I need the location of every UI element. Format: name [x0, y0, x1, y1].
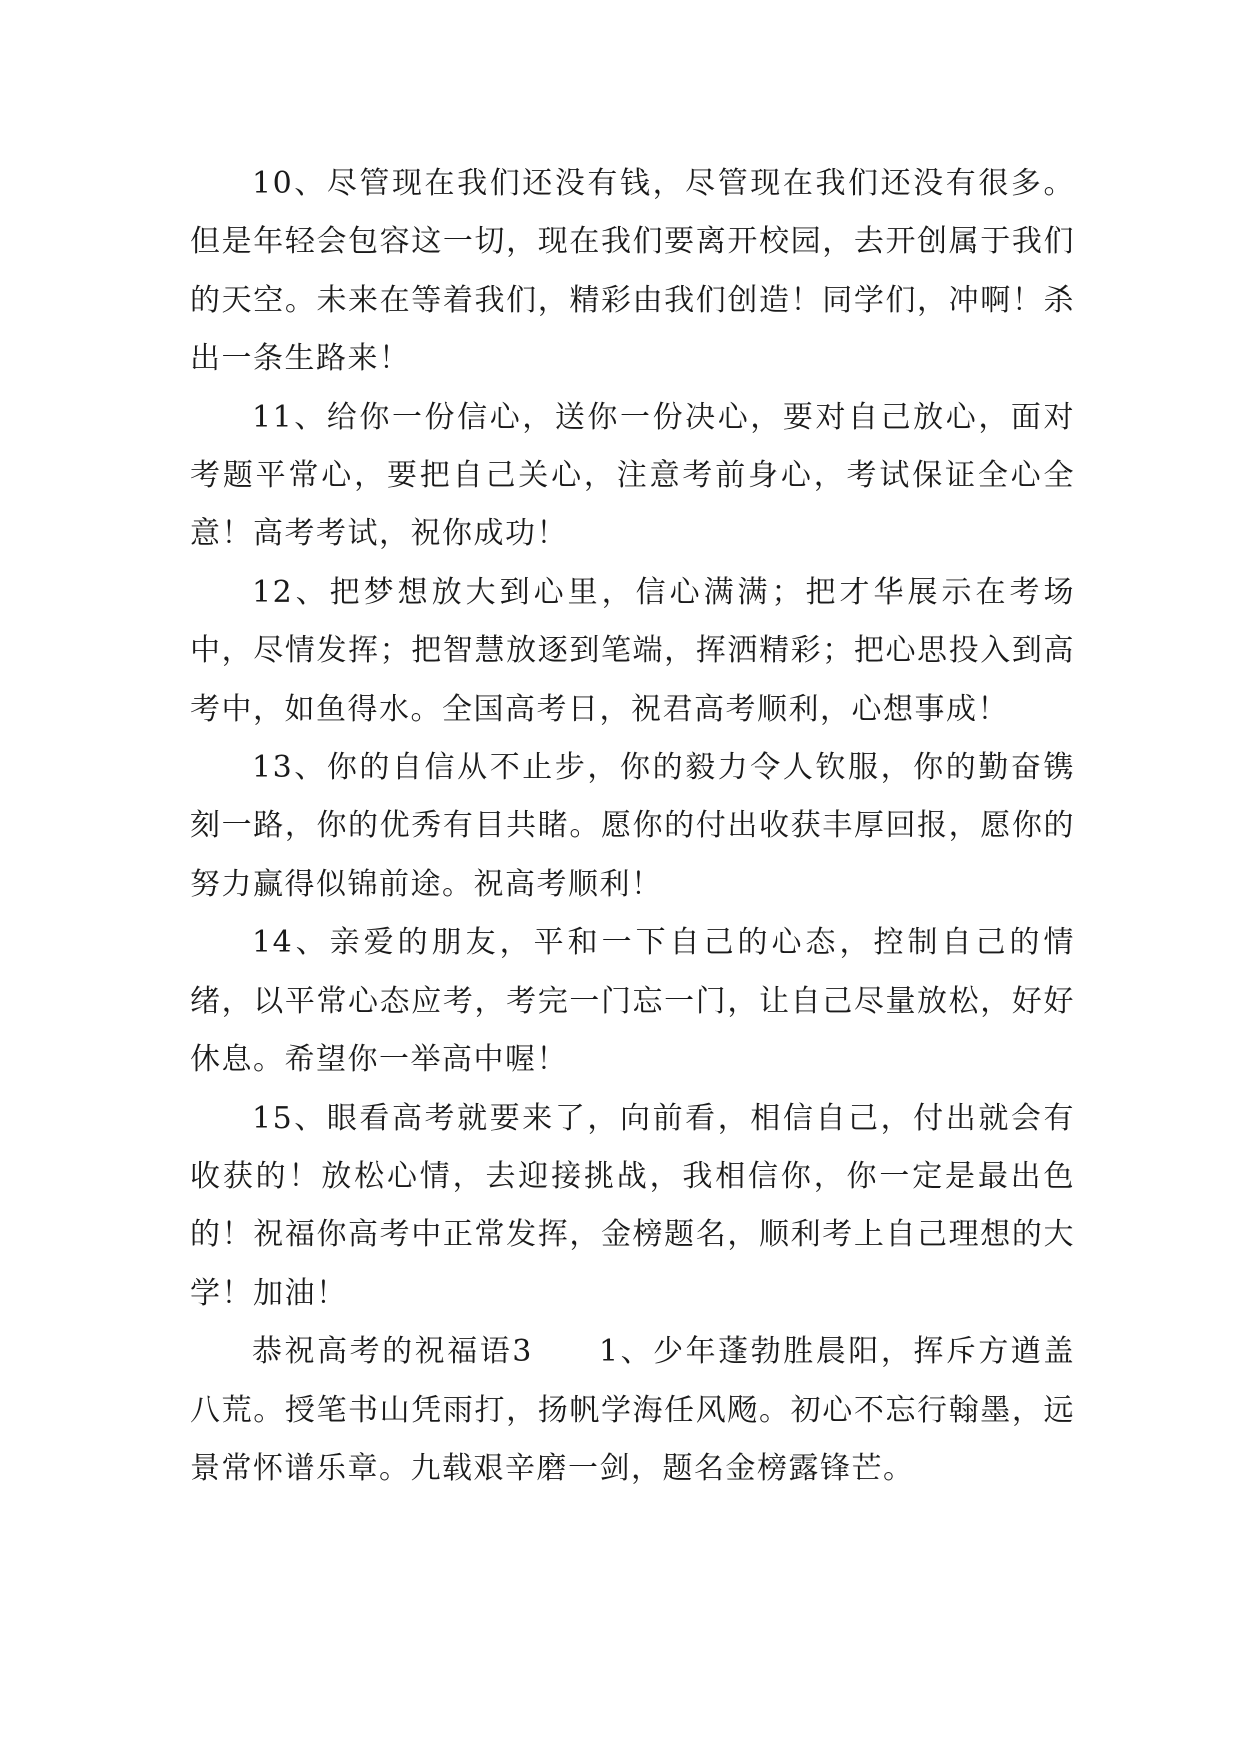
section-heading-paragraph: 恭祝高考的祝福语3 1、少年蓬勃胜晨阳，挥斥方遒盖八荒。授笔书山凭雨打，扬帆学海任风飏。初心不忘行翰墨，远景常怀谱乐章。九载艰辛磨一剑，题名金榜露锋芒。: [190, 1334, 1075, 1486]
paragraph-13: 13、你的自信从不止步，你的毅力令人钦服，你的勤奋镌刻一路，你的优秀有目共睹。愿你的付出收获丰厚回报，愿你的努力赢得似锦前途。祝高考顺利！: [190, 750, 1075, 902]
paragraph-12: 12、把梦想放大到心里，信心满满；把才华展示在考场中，尽情发挥；把智慧放逐到笔端，挥洒精彩；把心思投入到高考中，如鱼得水。全国高考日，祝君高考顺利，心想事成！: [190, 574, 1075, 727]
paragraph-15: 15、眼看高考就要来了，向前看，相信自己，付出就会有收获的！放松心情，去迎接挑战，我相信你，你一定是最出色的！祝福你高考中正常发挥，金榜题名，顺利考上自己理想的大学！加油！: [190, 1100, 1075, 1311]
document-body: [190, 155, 1075, 1498]
paragraph-11: 11、给你一份信心，送你一份决心，要对自己放心，面对考题平常心，要把自己关心，注意考前身心，考试保证全心全意！高考考试，祝你成功！: [190, 399, 1075, 552]
paragraph-10: 10、尽管现在我们还没有钱，尽管现在我们还没有很多。但是年轻会包容这一切，现在我们要离开校园，去开创属于我们的天空。未来在等着我们，精彩由我们创造！同学们，冲啊！杀出一条生路来！: [190, 166, 1075, 377]
paragraph-14: 14、亲爱的朋友，平和一下自己的心态，控制自己的情绪，以平常心态应考，考完一门忘一门，让自己尽量放松，好好休息。希望你一举高中喔！: [190, 925, 1075, 1078]
